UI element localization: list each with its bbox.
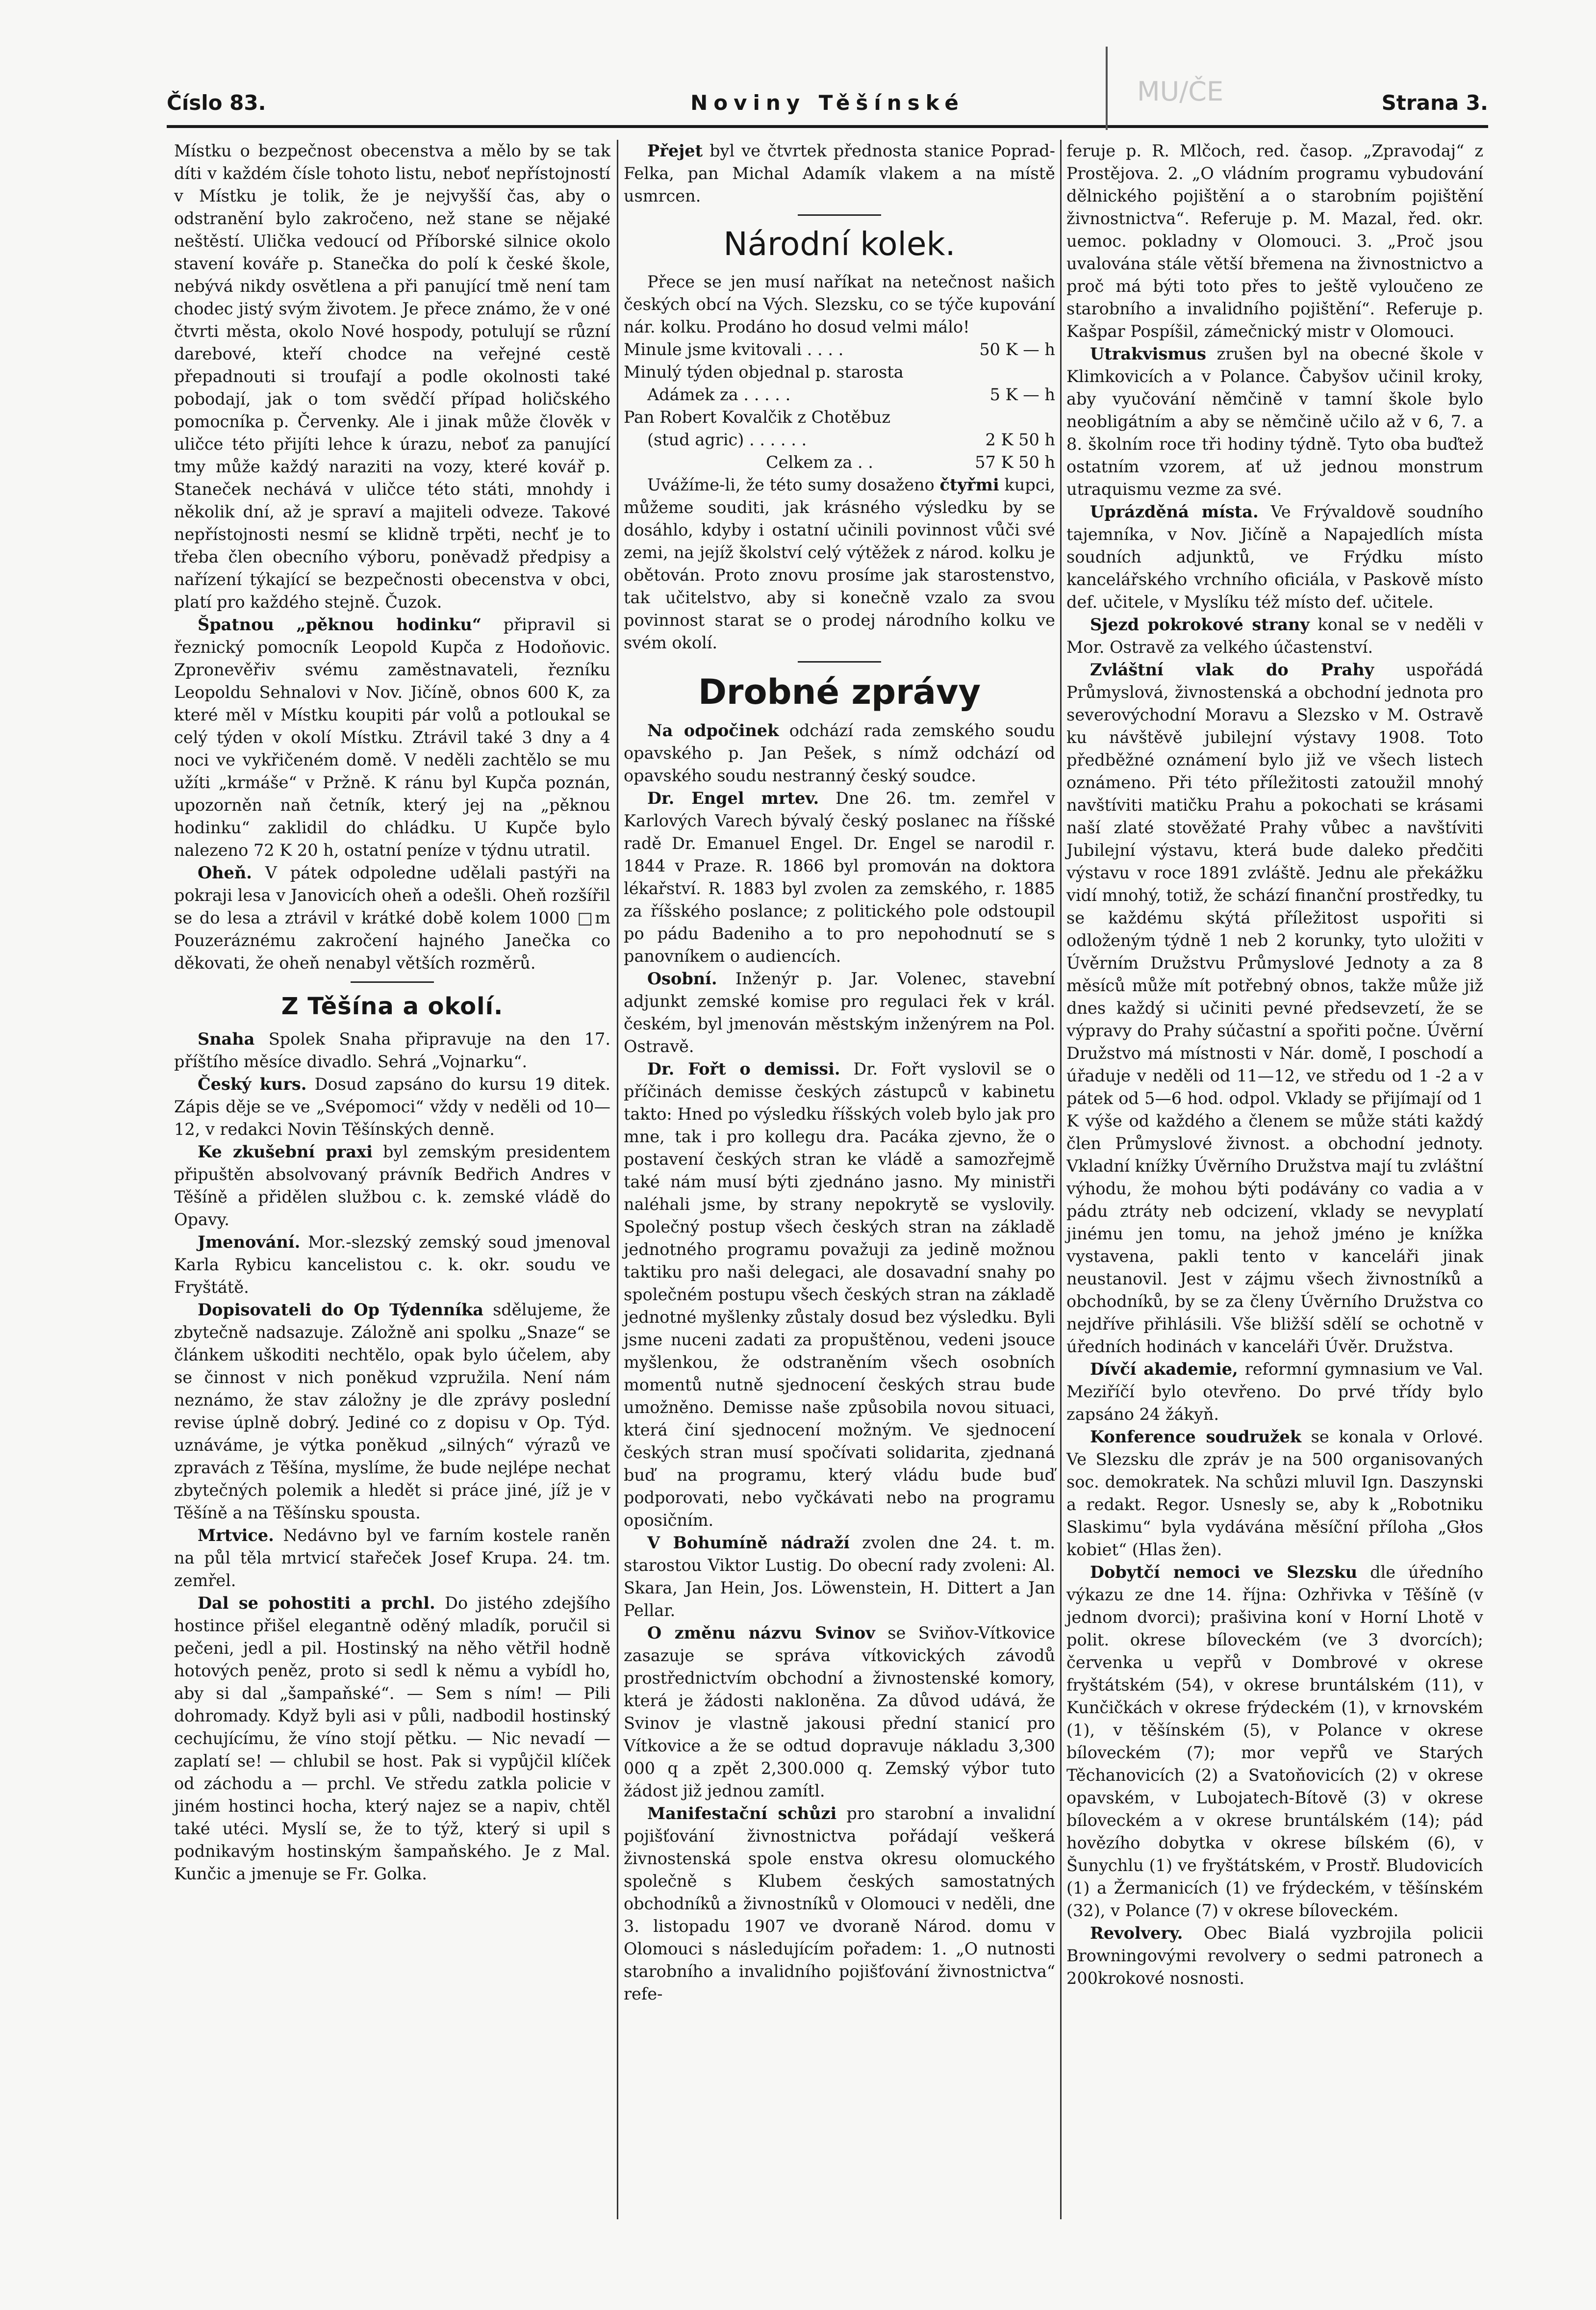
article-pohostiti: Dal se pohostiti a prchl. Do jistého zdejšího hostince přišel elegantně oděný mladík, poručil si pečeni, jedl a pil. Hostinský na něho větřil hodně hotových peněz, proto si sedl k němu a vybídl ho, aby si dal „šampaňské“. — Sem s ním! — Pili dohromady. Když byli asi v půli, nadbodil hostinský cechujícímu, že víno stojí pětku. — Nic nevadí — zaplatí se! — chlubil se host. Pak si vypůjčil klíček od záchodu a — prchl. Ve středu zatkla policie v jiném hostinci hocha, který najez se a napiv, chtěl také utéci. Myslí se, že to týž, který si upil s podnikavým hostinským šampaňského. Je z Mal. Kunčic a jmenuje se Fr. Golka. [174,1593,610,1883]
divider [798,661,881,663]
article-snaha: Snaha Spolek Snaha připravuje na den 17. příštího měsíce divadlo. Sehrá „Vojnarku“. [174,1029,610,1071]
article-mistek-safety: Místku o bezpečnost obecenstva a mělo by se tak díti v každém čísle tohoto listu, neboť nepřístojností v Místku je tolik, že je nejvyšší čas, aby o odstranění bylo zakročeno, než stane se nějaké neštěstí. Ulička vedoucí od Příborské silnice okolo stavení kováře p. Stanečka do polí k české škole, nebývá nikdy osvětlena a při panující tmě není tam chodec jistý svým životem. Je přece známo, že v oné čtvrti města, okolo Nové hospody, potulují se různí darebové, kteří chodce na veřejné cestě přepadnouti si troufají a podle okolnosti také pobodají, jak o tom svědčí případ holičského pomocníka p. Červenky. Ale i jinak může člověk v uličce této přijíti lehce k úrazu, neboť za panující tmy může každý naraziti na vozy, které kovář p. Staneček nechává v uličce této státi, mnohdy i několik dní, až je spraví a majiteli odveze. Takové nepřístojnosti nesmí se klidně trpěti, nechť je to třeba člen obecního výboru, poněvadž předpisy a nařízení týkající se bezpečnosti obecenstva v obci, platí pro každého stejně. Čuzok. [174,141,610,612]
article-utrakvismus: Utrakvismus zrušen byl na obecné škole v Klimkovicích a v Polance. Čabyšov učinil kroky, aby vyučování němčině v tamní škole bylo neobligátním a aby se němčině učilo až v 6, 7. a 8. školním roce tři hodiny týdně. Tyto oba buďtež ostatním vzorem, ať už jednou monstrum utraquismu vezme za své. [1066,344,1483,499]
kolek-total-row: Celkem za . . 57 K 50 h [766,453,1055,472]
article-konference: Konference soudružek se konala v Orlové. Ve Slezsku dle zpráv je na 500 organisovaných soc. demokratek. Na schůzi mluvil Ign. Daszynski a redakt. Regor. Usnesly se, aby k „Robotniku Slaskimu“ byla vydávána měsíční příloha „Głos kobiet“ (Hlas žen). [1066,1427,1483,1559]
article-dobytci-nemoci: Dobytčí nemoci ve Slezsku dle úředního výkazu ze dne 14. října: Ozhřivka v Těšíně (v jednom dvorci); prašivina koní v Horní Lhotě v polit. okrese bílovеckém (ve 3 dvorcích); červenka u vepřů v Dombrové v okrese fryštátském (54), v okrese bruntálském (11), v Kunčičkách v okrese frýdeckém (1), v krnovském (1), v těšínském (5), v Polance v okrese bílovеckém (7); mor vepřů ve Starých Těchanovicích (2) a Svatoňovicích (2) v okrese opavském, v Lubojatech-Bítově (3) v okrese bílovеckém a v okrese bruntálském (14); pád hovězího dobytka v okrese bílském (6), v Šunychlu (1) ve fryštátském, v Prostř. Bludovicích (1) a Žermanicích (1) ve frýdeckém, v těšínském (32), v Polance (7) v okrese bílovеckém. [1066,1563,1483,1920]
kolek-row: Adámek za . . . . . 5 K — h [647,385,1055,404]
article-divci-akademie: Dívčí akademie, reformní gymnasium ve Val. Meziříčí bylo otevřeno. Do prvé třídy bylo zapsáno 24 žákyň. [1066,1360,1483,1424]
article-dopisovateli: Dopisovateli do Op Týdenníka sdělujeme, že zbytečně nadsazuje. Záložně ani spolku „Snaze“ se článkem uškoditi nechtělo, opak bylo účelem, aby se činnost v nich poněkud vzpružila. Není nám neznámo, že stav záložny je dle zprávy poslední revise úplně dobrý. Jediné co z dopisu v Op. Týd. uznáváme, je výtka poněkud „silných“ výrazů ve zpravách z Těšína, myslíme, že bude nejlépe nechat zbytečných polemik a hledět si práce jiné, jíž je v Těšíně a na Těšínsku spousta. [174,1300,610,1522]
column-rule-2 [1060,140,1062,2219]
issue-number: Číslo 83. [167,91,266,115]
kolek-row: Minule jsme kvitovali . . . . 50 K — h [624,340,1055,359]
article-zkusebni-praxe: Ke zkušební praxi byl zemským presidentem připuštěn absolvovaný právník Bedřich Andres v Těšíně a přidělen službou c. k. zemské vládě do Opavy. [174,1142,610,1229]
article-bohumin: V Bohumíně nádraží zvolen dne 24. t. m. starostou Viktor Lustig. Do obecní rady zvoleni: Al. Skara, Jan Hein, Jos. Löwenstein, H. Dittert a Jan Pellar. [624,1533,1055,1620]
column-1 [174,140,610,2219]
article-revolvery: Revolvery. Obec Bialá vyzbrojila policii Browningovými revolvery o sedmi patronech a 200krokové nosnosti. [1066,1924,1483,1988]
article-sjezd: Sjezd pokrokové strany konal se v neděli v Mor. Ostravě za velkého účastenství. [1066,615,1483,657]
article-osobni: Osobní. Inženýr p. Jar. Volenec, stavební adjunkt zemské komise pro regulaci řek v král. českém, byl jmenován městským inženýrem na Pol. Ostravě. [624,969,1055,1056]
kolek-row: Minulý týden objednal p. starosta [624,362,904,382]
column-3 [1066,140,1483,2219]
kolek-table [624,338,1055,474]
article-schuze-continued: feruje p. R. Mlčoch, red. časop. „Zpravodaj“ z Prostějova. 2. „O vládním programu vybudování dělnického pojištění a o starobním pojištění živnostnictva“. Referuje p. M. Mazal, řed. okr. uemoc. pokladny v Olomouci. 3. „Proč jsou uvalována stále větší břemena na živnostnictvo a proč má býti toto přes to ještě vyloučeno ze starobního a invalidního pojištění“. Referuje p. Kašpar Pospíšil, zámečnický mistr v Olomouci. [1066,141,1483,341]
article-kolek-appeal: Uvážíme-li, že této sumy dosaženo čtyřmi kupci, můžeme souditi, jak krásného výsledku by se dosáhlo, kdyby i ostatní učinili povinnost vůči své zemi, na jejíž školství celý výtěžek z národ. kolku je obětován. Proto znovu prosíme jak starostenstvo, tak učitelstvo, aby si konečně vzalo za svou povinnost starat se o prodej národního kolku ve svém okolí. [624,475,1056,652]
article-svinov: O změnu názvu Svinov se Sviňov-Vítkovice zasazuje se správa vítkovických závodů prostřednictvím obchodní a živnostenské komory, která je žádosti nakloněna. Za důvod udává, že Svinov je vlastně jakousi přední stanicí pro Vítkovice a že se odtud dopravuje nákladu 3,300 000 q a zpět 2,300.000 q. Zemský výbor tuto žádost již jednou zamítl. [624,1623,1055,1800]
article-jmenovani: Jmenování. Mor.-slezský zemský soud jmenoval Karla Rybicu kancelistou c. k. okr. soudu ve Fryštátě. [174,1232,610,1297]
divider [798,214,881,216]
column-2 [624,140,1055,2219]
article-vlak-praha: Zvláštní vlak do Prahy uspořádá Průmyslová, živnostenská a obchodní jednota pro severovýchodní Moravu a Slezsko v M. Ostravě ku návštěvě jubilejní výstavy 1908. Toto předběžné oznámení bylo již ve všech listech oznámeno. Při této příležitosti zatoužil mnohý navštíviti matičku Prahu a pokochati se krásami naší zlaté stověžaté Prahy vůbec a navštíviti Jubilejní výstavu, která bude daleko předčiti výstavu v roce 1891 zvláště. Jednu ale překážku vidí mnohý, totiž, že schází finanční prostředky, tu se každému skýtá příležitost uspořiti si odloženým týdně 1 neb 2 korunky, tyto uložiti v Úvěrním Družstvu Průmyslové Jednoty a za 8 měsíců může mít potřebný obnos, takže může již dnes každý si učiniti pevné předsevzetí, že se výpravy do Prahy súčastní a spořiti počne. Úvěrní Družstvo má místnosti v Nár. domě, I poschodí a úřaduje v neděli od 11—12, ve středu od 1 -2 a v pátek od 5—6 hod. odpol. Vklady se přijímají od 1 K výše od každého a členem se může státi každý člen Průmyslové živnost. a obchodní jednoty. Vkladní knížky Úvěrního Družstva mají tu zvláštní výhodu, že mohou býti podávány co vadia a v pádu ztráty neb odcizení, vklady se nevyplatí jinému jen tomu, na jehož jméno je knížka vystavena, pakli tento v kanceláři jinak neustanovil. Jest v zájmu všech živnostníků a obchodníků, by se za členy Úvěrního Družstva co nejdříve přihlásili. Vše bližší sdělí se ochotně v úředních hodinách v kanceláři Úvěr. Družstva. [1066,660,1483,1356]
article-cesky-kurs: Český kurs. Dosud zapsáno do kursu 19 ditek. Zápis děje se ve „Svépomoci“ vždy v neděli od 10—12, v redakci Novin Těšínských denně. [174,1075,610,1139]
article-kolek-intro: Přece se jen musí naříkat na netečnost našich českých obcí na Vých. Slezsku, co se týče kupování nár. kolku. Prodáno ho dosud velmi málo! [624,272,1055,336]
section-title-tesin: Z Těšína a okolí. [281,993,504,1020]
library-stamp: MU/ČE [1106,47,1297,130]
kolek-row: (stud agric) . . . . . . 2 K 50 h [647,430,1055,449]
article-engel: Dr. Engel mrtev. Dne 26. tm. zemřel v Karlových Varech bývalý český poslanec na říšské radě Dr. Emanuel Engel. Dr. Engel se narodil r. 1844 v Praze. R. 1866 byl promován na doktora lékařství. R. 1883 byl zvolen za zemského, r. 1885 za říšského poslance; z politického pole odstoupil po pádu Badeniho a to pro nepohodnutí se s panovníkem o audiencích. [624,789,1055,966]
page-number: Strana 3. [1381,91,1488,115]
divider [351,981,434,983]
article-prejet: Přejet byl ve čtvrtek přednosta stanice Poprad-Felka, pan Michal Adamík vlakem a na místě usmrcen. [624,141,1055,205]
article-mrtvice: Mrtvice. Nedávno byl ve farním kostele raněn na půl těla mrtvicí stařeček Josef Krupa. 24. tm. zemřel. [174,1526,610,1590]
article-odpocinek: Na odpočinek odchází rada zemského soudu opavského p. Jan Pešek, s nímž odchází od opavského soudu nestranný český soudce. [624,721,1056,785]
article-peknou-hodinku: Špatnou „pěknou hodinku“ připravil si řeznický pomocník Leopold Kupča z Hodoňovic. Zpronevěřiv svému zaměstnavateli, řezníku Leopoldu Sehnalovi v Nov. Jičíně, obnos 600 K, za které měl v Místku koupiti pár volů a potloukal se celý týden v okolí Místku. Ztrávil také 3 dny a 4 noci ve vykřičeném domě. V neděli zachtělo se mu užíti „krmáše“ v Pržně. K ránu byl Kupča poznán, upozorněn naň četník, který jej na „pěknou hodinku“ zaklidil do chládku. U Kupče bylo nalezeno 72 K 20 h, ostatní peníze v týdnu utratil. [174,615,610,860]
article-uprazdnena-mista: Uprázděná místa. Ve Frývaldově soudního tajemníka, v Nov. Jičíně a Napajedlích místa soudních adjunktů, ve Frýdku místo kancelářského vrchního oficiála, v Paskově místo def. učitele, v Myslíku též místo def. učitele. [1066,502,1483,612]
article-ohen: Oheň. V pátek odpoledne udělali pastýři na pokraji lesa v Janovicích oheň a odešli. Oheň rozšířil se do lesa a ztrávil v krátké době kolem 1000 □m Pouzeráznému zakročení hajného Janečka co děkovati, že oheň nenabyl větších rozměrů. [174,863,610,973]
article-manifestacni-schuze: Manifestační schůzi pro starobní a invalidní pojišťování živnostnictva pořádají veškerá živnostenská spole enstva okresu olomuckého společně s Klubem českých samostatných obchodníků a živnostníků v Olomouci v neděli, dne 3. listopadu 1907 ve dvoraně Národ. domu v Olomouci s následujícím pořadem: 1. „O nutnosti starobního a invalidního pojišťování živnostnictva“ refe- [624,1804,1055,2003]
column-rule-1 [617,140,618,2219]
article-fort-demisse: Dr. Fořt o demissi. Dr. Fořt vyslovil se o příčinách demisse českých zástupců v kabinetu takto: Hned po výsledku říšských voleb bylo jak pro mne, tak i pro kollegu dra. Pacáka zjevno, že o postavení českých stran ke vládě a samozřejmě také nám musí býti zjednáno jasno. My ministři naléhali jsme, by strany nepokrytě se vyslovily. Společný postup všech českých stran na základě jednotného programu považuji za jedině možnou taktiku pro naši delegaci, ale dosavadní snahy po společném postupu všech českých stran na základě jednotné myšlenky zůstaly dosud bez výsledku. Byli jsme nuceni zadati za propuštěnou, vedeni jsouce myšlenkou, že odstraněním všech osobních momentů nutně sjednocení českých strau bude umožněno. Demisse naše způsobila novou situaci, která činí sjednocení možným. Ve sjednocení českých stran musí spočívati solidarita, zjednaná buď na programu, který vládu bude buď podporovati, nebo vyčkávati nebo na programu oposičním. [624,1059,1055,1530]
newspaper-title: Noviny Těšínské [690,91,964,115]
section-title-narodni-kolek: Národní kolek. [723,225,956,263]
section-title-drobne-zpravy: Drobné zprávy [698,672,981,712]
kolek-row: Pan Robert Kovalčik z Chotěbuz [624,408,890,427]
